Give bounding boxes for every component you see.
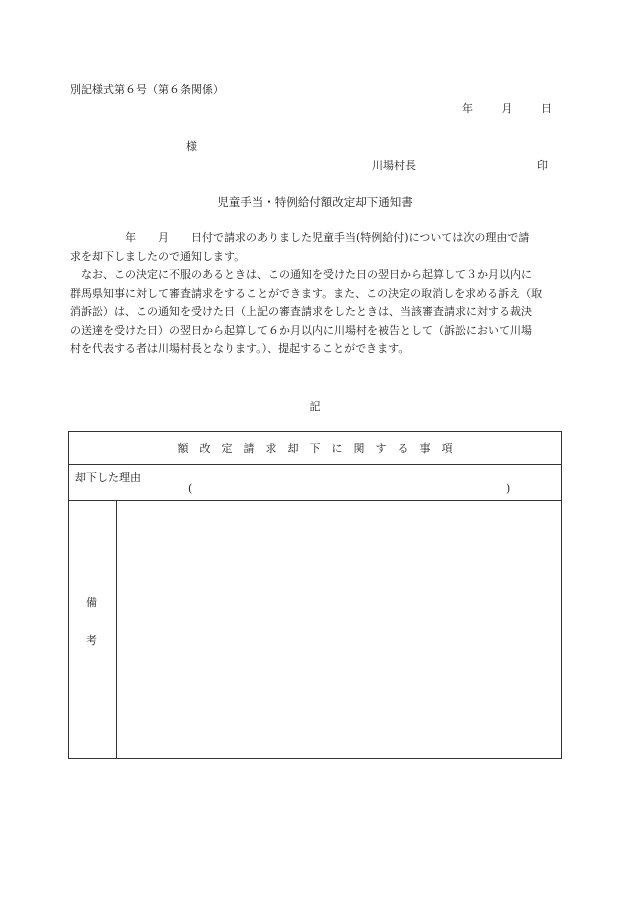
date-line [462,100,552,116]
date-month-label: 月 [501,102,513,115]
rejection-reason-row [69,465,561,501]
ki-heading: 記 [309,400,321,413]
form-number: 別記様式第６号（第６条関係） [70,83,224,96]
body-line: なお、この決定に不服のあるときは、この通知を受けた日の翌日から起算して３か月以内に [70,268,532,281]
matter-table [68,431,562,759]
table-header: 額改定請求却下に関する事項 [69,432,561,465]
remarks-label-char: 考 [86,634,97,647]
body-line: の送達を受けた日）の翌日から起算して６か月以内に川場村を被告として（訴訟において川場 [70,323,532,337]
document-title: 児童手当・特例給付額改定却下通知書 [217,195,413,209]
body-line: 村を代表する者は川場村長となります。）、提起することができます。 [70,342,410,355]
remarks-row [69,501,561,758]
remarks-label-cell [69,501,117,758]
body-line: 群馬県知事に対して審査請求をすることができます。また、この決定の取消しを求める訴え（取 [70,286,543,300]
body-line: 消訴訟）は、この通知を受けた日（上記の審査請求をしたときは、当該審査請求に対する裁決 [70,305,532,318]
date-year-label: 年 [462,102,473,115]
addressee-suffix: 様 [186,140,197,153]
date-day-label: 日 [541,102,552,115]
reason-paren-close: ) [506,482,511,495]
body-line: 年 月 日付で請求のありました児童手当(特例給付)については次の理由で請 [70,231,530,244]
issuer-title: 川場村長 [372,159,416,172]
remarks-label-char: 備 [86,596,97,609]
reason-paren-open: ( [188,482,193,495]
rejection-reason-label: 却下した理由 [75,471,141,484]
body-line: 求を却下しましたので通知します。 [70,249,246,263]
seal-mark: 印 [537,159,548,172]
body-paragraph-1 [70,229,562,266]
body-paragraph-2 [70,266,562,359]
issuer-line [372,157,548,173]
